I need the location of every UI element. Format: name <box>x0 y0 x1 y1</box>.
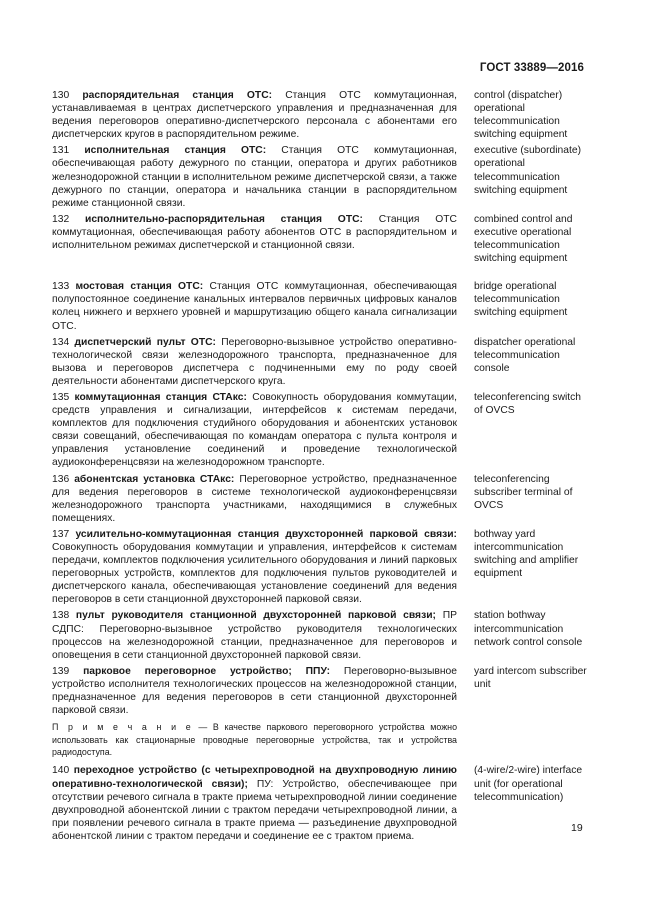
term-name: исполнительно-распорядительная станция ОТС: <box>84 213 363 225</box>
term-name: усилительно-коммутационная станция двухсторонней парковой связи: <box>75 528 457 540</box>
term-definition-ru: 136 абонентская установка СТАкс: Переговорное устройство, предназначенное для ведения переговоров в системе технологической аудиоконференцсвязи железнодорожного транспорта участниками, находящимися в служебных помещениях. <box>52 473 457 524</box>
term-name: парковое переговорное устройство; ППУ: <box>83 665 331 677</box>
term-entry-130 <box>52 89 592 141</box>
term-definition-ru: 137 усилительно-коммутационная станция двухсторонней парковой связи: Совокупность оборудования коммутации и управления, интерфейсов к системам передачи, комплектов подключения усилительного оборудования и линий парковых переговорных устройств, комплектов для подключения пультов руководителей и диспетчерского канала, обеспечивающая установление соединений для ведения переговоров в сети станционной двухсторонней парковой связи. <box>52 528 457 606</box>
terms-list <box>52 89 592 846</box>
term-entry-134 <box>52 336 592 388</box>
term-english: teleconferencing subscriber terminal of OVCS <box>474 473 573 511</box>
term-definition-ru: 139 парковое переговорное устройство; ППУ: Переговорно-вызывное устройство исполнителя технологических процессов на железнодорожной станции, предназначенное для ведения переговоров в сети станционной двухсторонней парковой связи. <box>52 665 457 717</box>
term-name: абонентская установка СТАкс: <box>74 473 235 485</box>
spacer <box>52 268 592 280</box>
term-name: переходное устройство (с четырехпроводной на двухпроводную линию оперативно-технологической связи); <box>52 765 457 790</box>
note-text: — В качестве паркового переговорного устройства можно использовать как стационарные проводные переговорные устройства, так и устройства радиодоступа. <box>52 722 458 758</box>
document-header: ГОСТ 33889—2016 <box>479 62 584 74</box>
term-name: мостовая станция ОТС: <box>75 281 204 293</box>
term-english: teleconferencing switch of OVCS <box>474 391 582 417</box>
term-entry-137 <box>52 528 592 607</box>
term-definition-ru: 135 коммутационная станция СТАкс: Совокупность оборудования коммутации, средств управления и сигнализации, интерфейсов к системам передачи, комплектов для подключения студийного оборудования и абонентских установок связи совещаний, обеспечивающая по командам оператора с пульта контроля и управления установление соединений и проведение технологической аудиоконференцсвязи на железнодорожном транспорте. <box>52 391 457 469</box>
term-english: combined control and executive operational telecommunication switching equipment <box>474 213 573 265</box>
term-name: диспетчерский пульт ОТС: <box>74 336 216 348</box>
term-entry-132 <box>52 213 592 265</box>
term-english: yard intercom subscriber unit <box>474 665 587 690</box>
note-label: П р и м е ч а н и е <box>52 722 193 733</box>
term-name: исполнительная станция ОТС: <box>84 145 267 157</box>
term-english: executive (subordinate) operational telecommunication switching equipment <box>474 145 582 196</box>
term-english: dispatcher operational telecommunication console <box>474 336 576 374</box>
term-definition-ru: 130 распорядительная станция ОТС: Станция ОТС коммутационная, устанавливаемая в центрах диспетчерского управления и предназначенная для ведения переговоров оперативно-диспетчерского персонала с абонентами его диспетчерских кругов в распорядительном режиме. <box>52 90 457 141</box>
term-english: control (dispatcher) operational telecommunication switching equipment <box>474 90 568 141</box>
page-number: 19 <box>571 822 583 834</box>
term-entry-136 <box>52 473 592 525</box>
term-definition-ru: 132 исполнительно-распорядительная станция ОТС: Станция ОТС коммутационная, обеспечивающая работу абонентов ОТС в распорядительном и исполнительном режимах диспетчерской и станционной связи. <box>52 213 457 252</box>
term-english: (4-wire/2-wire) interface unit (for operational telecommunication) <box>474 765 583 803</box>
term-definition-ru: 138 пульт руководителя станционной двухсторонней парковой связи; ПР СДПС: Переговорно-вызывное устройство руководителя технологических процессов на железнодорожной станции, предназначенное для переговоров и оповещения в сети станционной двухсторонней парковой связи. <box>52 610 457 661</box>
term-definition-ru: 131 исполнительная станция ОТС: Станция ОТС коммутационная, обеспечивающая работу дежурного по станции, оператора и других работников железнодорожной станции в исполнительном режиме диспетчерской связи, а также дежурного по станции, оператора и начальника станции в распорядительном режиме станционной связи. <box>52 145 457 209</box>
term-english: bothway yard intercommunication switching and amplifier equipment <box>474 528 579 580</box>
term-name: коммутационная станция СТАкс: <box>74 391 247 403</box>
term-definition-ru: 140 переходное устройство (с четырехпроводной на двухпроводную линию оперативно-технологической связи); ПУ: Устройство, обеспечивающее при отсутствии речевого сигнала в тракте приема четырехпроводной линии соединение двухпроводной абонентской линии с трактом передачи четырехпроводной линии, а при появлении речевого сигнала в тракте приема — разъединение двухпроводной абонентской линии с трактом передачи и соединение ее с трактом приема. <box>52 765 457 842</box>
term-entry-140 <box>52 764 592 843</box>
term-english: station bothway intercommunication network control console <box>474 610 583 648</box>
term-english: bridge operational telecommunication switching equipment <box>474 281 568 319</box>
term-name: распорядительная станция ОТС: <box>82 90 273 101</box>
note <box>52 721 457 758</box>
term-definition-ru: 133 мостовая станция ОТС: Станция ОТС коммутационная, обеспечивающая полупостоянное соединение канальных интервалов первичных цифровых каналов колец нижнего и верхнего уровней и маршрутизацию общего канала сигнализации ОТС. <box>52 281 457 332</box>
term-entry-133 <box>52 280 592 332</box>
term-name: пульт руководителя станционной двухсторонней парковой связи; <box>75 610 436 622</box>
term-definition-ru: 134 диспетчерский пульт ОТС: Переговорно-вызывное устройство оперативно-технологической связи железнодорожного транспорта, предназначенное для вызова и переговоров диспетчера с подчиненными ему по роду своей деятельности абонентами диспетчерского круга. <box>52 336 457 387</box>
term-entry-135 <box>52 391 592 470</box>
term-entry-139 <box>52 665 592 717</box>
term-entry-138 <box>52 609 592 661</box>
term-entry-131 <box>52 144 592 209</box>
